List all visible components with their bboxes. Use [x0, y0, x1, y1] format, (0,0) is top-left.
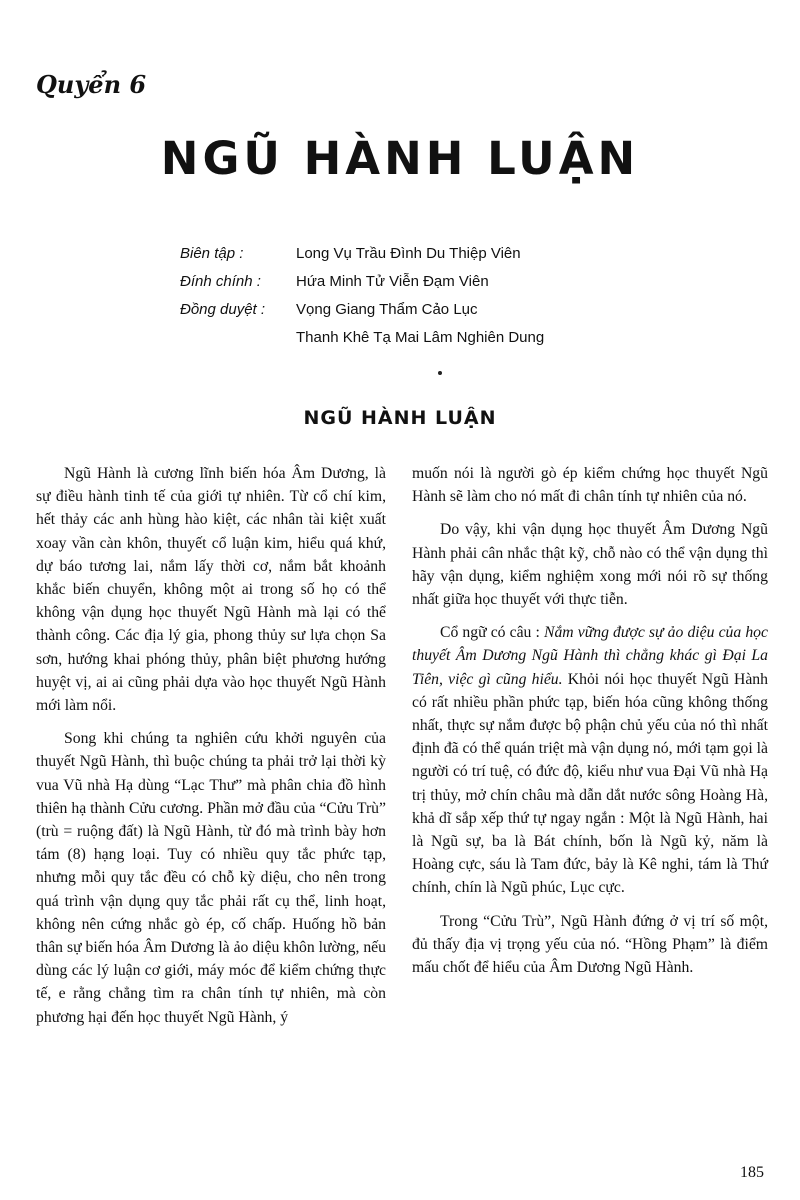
quote-continuation: Khỏi nói học thuyết Ngũ Hành có rất nhiều phần phức tạp, biến hóa cũng không thống nhất, thực sự nắm được bộ phận chủ yếu của nó thì nhất định đã có thể quán triệt mà vận dụng nó, mới tạm gọi là người có trí tuệ, có đức độ, kiểu như vua Đại Vũ nhà Hạ trị thủy, mở chín châu mà dẫn dắt nước sông Hoàng Hà, khả dĩ sắp xếp thứ tự ngay ngắn : Một là Ngũ Hành, hai là Ngũ sự, ba là Bát chính, bốn là Ngũ kỷ, năm là Hoàng cực, sáu là Tam đức, bảy là Kê nghi, tám là Thứ chính, chín là Ngũ phúc, Lục cực. [412, 670, 768, 897]
credit-name: Vọng Giang Thẩm Cảo Lục [296, 301, 478, 318]
paragraph: Ngũ Hành là cương lĩnh biến hóa Âm Dương, là sự điều hành tinh tế của giới tự nhiên. Từ cổ chí kim, hết thảy các anh hùng hào kiệt, các nhân tài kiệt xuất xoay vần càn khôn, thuyết cổ luận kim, hiểu quá khứ, dự báo tương lai, nắm lấy thời cơ, nắm bắt khoảnh khắc biến chuyển, không một ai trong số họ có thể không vận dụng học thuyết Ngũ Hành mà lại có thể thành công. Các địa lý gia, phong thủy sư lựa chọn Sa sơn, hướng khai phóng thủy, phân biệt phương hướng huyệt vị, ai ai cũng phải dựa vào học thuyết Ngũ Hành mới làm nổi. [36, 465, 386, 715]
credit-name: Long Vụ Trầu Đình Du Thiệp Viên [296, 245, 521, 262]
paragraph-with-quote [412, 621, 768, 899]
page-number: 185 [740, 1164, 764, 1181]
quote-text: Nắm vững được sự ảo diệu của học thuyết Âm Dương Ngũ Hành thì chẳng khác gì Đại La Tiên, việc gì cũng hiểu. [412, 624, 768, 688]
credit-row-reviewers [180, 296, 544, 352]
paragraph: Song khi chúng ta nghiên cứu khởi nguyên của thuyết Ngũ Hành, thì buộc chúng ta phải trở lại thời kỳ vua Vũ nhà Hạ dùng “Lạc Thư” mà phân chia đồ hình thiên hạ thành Cửu cương. Phần mở đầu của “Cửu Trù” (trù = ruộng đất) là Ngũ Hành, từ đó mà trình bày hơn tám (8) hạng loại. Tuy có nhiều quy tắc phức tạp, nhưng mỗi quy tắc đều có chỗ kỳ diệu, cho nên trong quá trình vận dụng quy tắc phải rất cụ thể, linh hoạt, không nên cứng nhắc gò ép, cố chấp. Huống hồ bản thân sự biến hóa Âm Dương là ảo diệu khôn lường, nếu dùng các lý luận cơ giới, máy móc để kiểm chứng thực tế, e rằng chẳng tìm ra chân tính tự nhiên, mà còn phương hại đến học thuyết Ngũ Hành, ý [36, 730, 386, 1026]
quote-lead: Cổ ngữ có câu : [440, 624, 544, 642]
section-title: NGŨ HÀNH LUẬN [303, 407, 497, 429]
credit-names [296, 268, 489, 296]
credit-role: Biên tập : [180, 245, 244, 262]
page-title: NGŨ HÀNH LUẬN [160, 132, 640, 185]
credit-row-corrector [180, 268, 544, 296]
credit-name: Thanh Khê Tạ Mai Lâm Nghiên Dung [296, 329, 545, 346]
credit-role: Đồng duyệt : [180, 301, 266, 318]
credit-row-editor [180, 240, 544, 268]
paragraph: Trong “Cửu Trù”, Ngũ Hành đứng ở vị trí số một, đủ thấy địa vị trọng yếu của nó. “Hồng Phạm” là điểm mấu chốt để hiểu của Âm Dương Ngũ Hành. [412, 912, 768, 977]
credit-role: Đính chính : [180, 273, 261, 290]
credit-name: Hứa Minh Tử Viễn Đạm Viên [296, 273, 489, 290]
right-column [412, 462, 768, 979]
paragraph-continued: muốn nói là người gò ép kiểm chứng học thuyết Ngũ Hành sẽ làm cho nó mất đi chân tính tự nhiên của nó. [412, 465, 768, 506]
credit-names [296, 240, 521, 268]
decorative-dot [438, 371, 442, 375]
credit-names [296, 296, 544, 352]
paragraph: Do vậy, khi vận dụng học thuyết Âm Dương Ngũ Hành phải cân nhắc thật kỹ, chỗ nào có thể vận dụng thì hãy vận dụng, kiểm nghiệm xong mới nói rõ sự thống nhất giữa học thuyết với thực tiễn. [412, 521, 768, 609]
book-label: Quyển 6 [36, 70, 147, 99]
left-column [36, 462, 386, 1029]
credits-block [180, 240, 544, 352]
